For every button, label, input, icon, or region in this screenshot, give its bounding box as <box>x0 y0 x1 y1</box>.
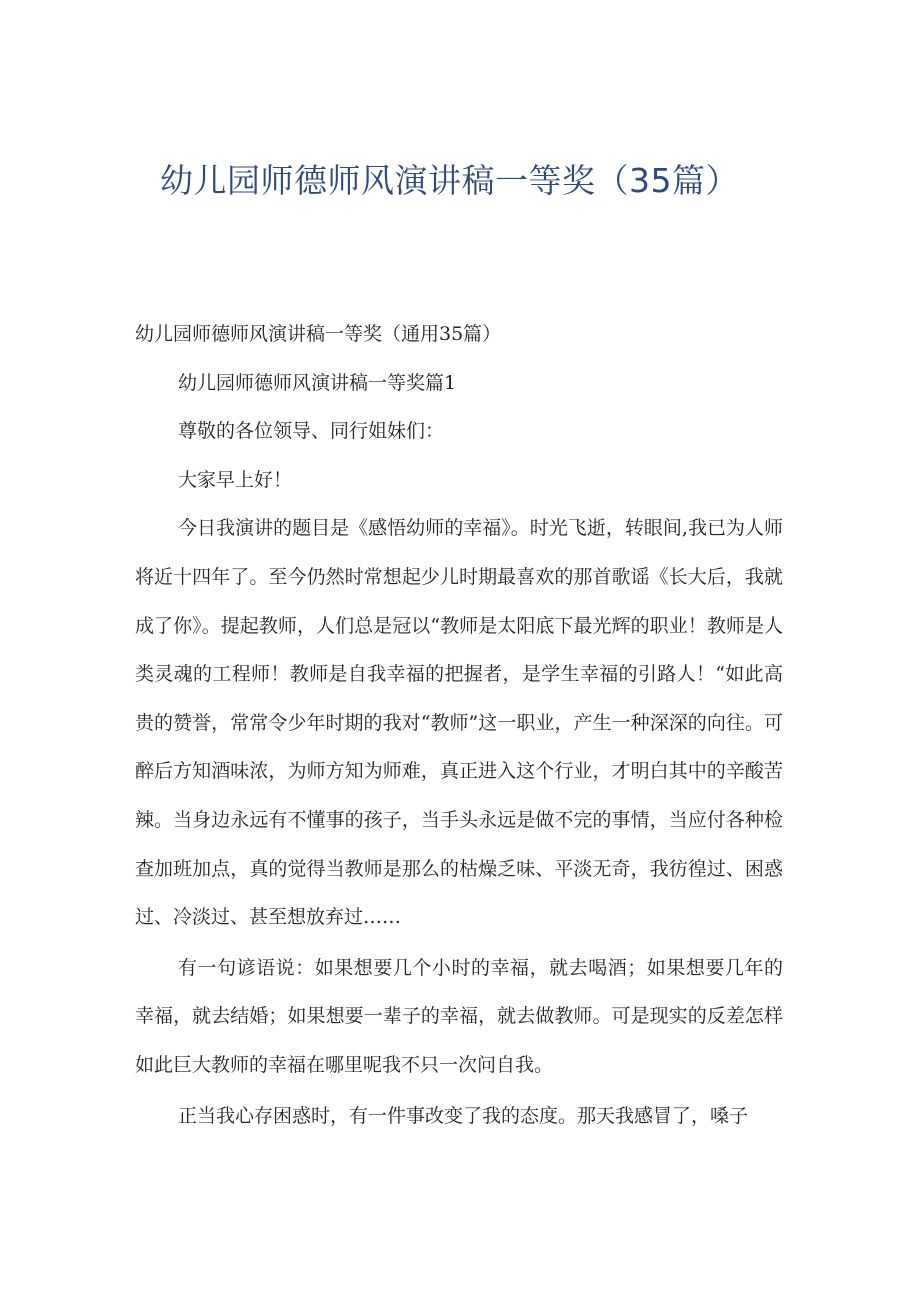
body-paragraph: 今日我演讲的题目是《感悟幼师的幸福》。时光飞逝，转眼间,我已为人师将近十四年了。至今仍然时常想起少儿时期最喜欢的那首歌谣《长大后，我就成了你》。提起教师，人们总是冠以“教师是太阳底下最光辉的职业！教师是人类灵魂的工程师！教师是自我幸福的把握者，是学生幸福的引路人！“如此高贵的赞誉，常常令少年时期的我对“教师”这一职业，产生一种深深的向往。可醉后方知酒味浓，为师方知为师难，真正进入这个行业，才明白其中的辛酸苦辣。当身边永远有不懂事的孩子，当手头永远是做不完的事情，当应付各种检查加班加点，真的觉得当教师是那么的枯燥乏味、平淡无奇，我彷徨过、困惑过、冷淡过、甚至想放弃过…… <box>135 517 783 929</box>
body-paragraph: 有一句谚语说：如果想要几个小时的幸福，就去喝酒；如果想要几年的幸福，就去结婚；如果想要一辈子的幸福，就去做教师。可是现实的反差怎样如此巨大教师的幸福在哪里呢我不只一次问自我。 <box>135 956 783 1076</box>
document-body <box>135 310 783 1140</box>
document-title: 幼儿园师德师风演讲稿一等奖（35篇） <box>160 161 739 200</box>
greeting-line: 尊敬的各位领导、同行姐妹们： <box>178 420 445 443</box>
document-subtitle: 幼儿园师德师风演讲稿一等奖（通用35篇） <box>135 323 502 345</box>
body-paragraph: 正当我心存困惑时，有一件事改变了我的态度。那天我感冒了，嗓子 <box>178 1104 749 1127</box>
greeting-line: 大家早上好！ <box>178 468 293 491</box>
section-heading: 幼儿园师德师风演讲稿一等奖篇1 <box>178 371 457 394</box>
